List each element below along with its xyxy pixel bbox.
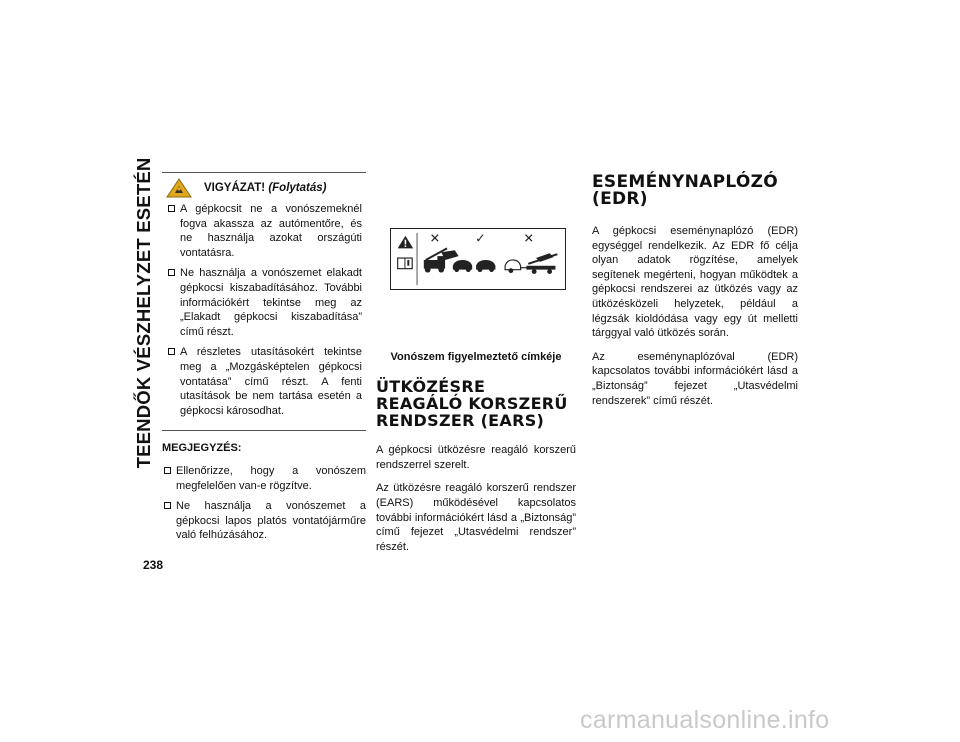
warning-triangle-icon: [398, 236, 413, 249]
checkbox-bullet-icon: [168, 205, 175, 212]
warning-box: [162, 172, 366, 431]
warning-title-text: VIGYÁZAT!: [204, 181, 266, 194]
manual-book-icon: [398, 258, 413, 269]
ears-paragraph: Az ütközésre reagáló korszerű rendszer (EARS) működésével kapcsolatos további információkért lásd a „Biztonság” című fejezet „Utasvédelmi rendszer” részét.: [376, 482, 576, 553]
page-number: 238: [143, 558, 164, 572]
warning-item-text: Ne használja a vonószemet elakadt gépkocsi kiszabadításához. További információkért tekintse meg az „Elakadt gépkocsi kiszabadítása” című részt.: [180, 267, 362, 338]
warning-item: [162, 266, 366, 339]
figure-caption: Vonószem figyelmeztető címkéje: [390, 350, 562, 363]
note-item: [162, 464, 366, 493]
warning-header: [162, 177, 366, 199]
note-item-text: Ne használja a vonószemet a gépkocsi lapos platós vontatójárműre való felhúzásához.: [176, 500, 366, 542]
warning-title: [204, 181, 326, 196]
ears-heading: ÜTKÖZÉSRE REAGÁLÓ KORSZERŰ RENDSZER (EARS): [376, 377, 568, 431]
warning-item: [162, 345, 366, 418]
checkbox-bullet-icon: [164, 467, 171, 474]
mark-check: ✓: [475, 230, 486, 246]
note-list: [162, 464, 366, 543]
warning-item-text: A gépkocsit ne a vonószemeknél fogva akassza az autómentőre, és ne használja azokat országúti vontatásra.: [180, 203, 362, 259]
mark-cross-1: ✕: [429, 230, 441, 246]
flatbed-trailer-icon: [505, 253, 557, 274]
right-column: [592, 172, 798, 417]
tow-hook-warning-label: [390, 228, 566, 290]
warning-icon: [166, 178, 192, 198]
sidebar-title-text: TEENDŐK VÉSZHELYZET ESETÉN: [133, 157, 154, 469]
warning-title-suffix: (Folytatás): [268, 181, 327, 194]
note-heading: MEGJEGYZÉS:: [162, 442, 242, 455]
checkbox-bullet-icon: [168, 348, 175, 355]
checkbox-bullet-icon: [164, 502, 171, 509]
sidebar-chapter-title: [128, 157, 160, 469]
warning-item-text: A részletes utasításokért tekintse meg a „Mozgásképtelen gépkocsi vontatása” című részt. A fenti utasítások be nem tartása esetén a gépkocsi károsodhat.: [180, 346, 362, 417]
ears-paragraph: A gépkocsi ütközésre reagáló korszerű rendszerrel szerelt.: [376, 444, 576, 471]
edr-paragraph: A gépkocsi eseménynaplózó (EDR) egységgel rendelkezik. Az EDR fő célja olyan adatok rögzítése, amelyek segítenek megérteni, hogyan működtek a gépkocsi rendszerei az ütközés vagy az ütközésközeli helyzetek, például a légzsák kioldódása vagy egy út melletti tárggyal való ütközés során.: [592, 225, 798, 340]
edr-paragraph: Az eseménynaplózóval (EDR) kapcsolatos további információkért lásd a „Biztonság” fejezet „Utasvédelmi rendszerek” című részét.: [592, 350, 798, 407]
cars-icon: [453, 260, 496, 272]
warning-list: [162, 202, 366, 418]
watermark: carmanualsonline.info: [580, 706, 830, 734]
warning-item: [162, 202, 366, 260]
left-column: [162, 172, 366, 549]
checkbox-bullet-icon: [168, 269, 175, 276]
note-item-text: Ellenőrizze, hogy a vonószem megfelelően van-e rögzítve.: [176, 464, 366, 492]
mark-cross-2: ✕: [523, 230, 535, 246]
note-item: [162, 499, 366, 543]
middle-column: [376, 228, 576, 563]
edr-heading: ESEMÉNYNAPLÓZÓ (EDR): [592, 172, 779, 209]
